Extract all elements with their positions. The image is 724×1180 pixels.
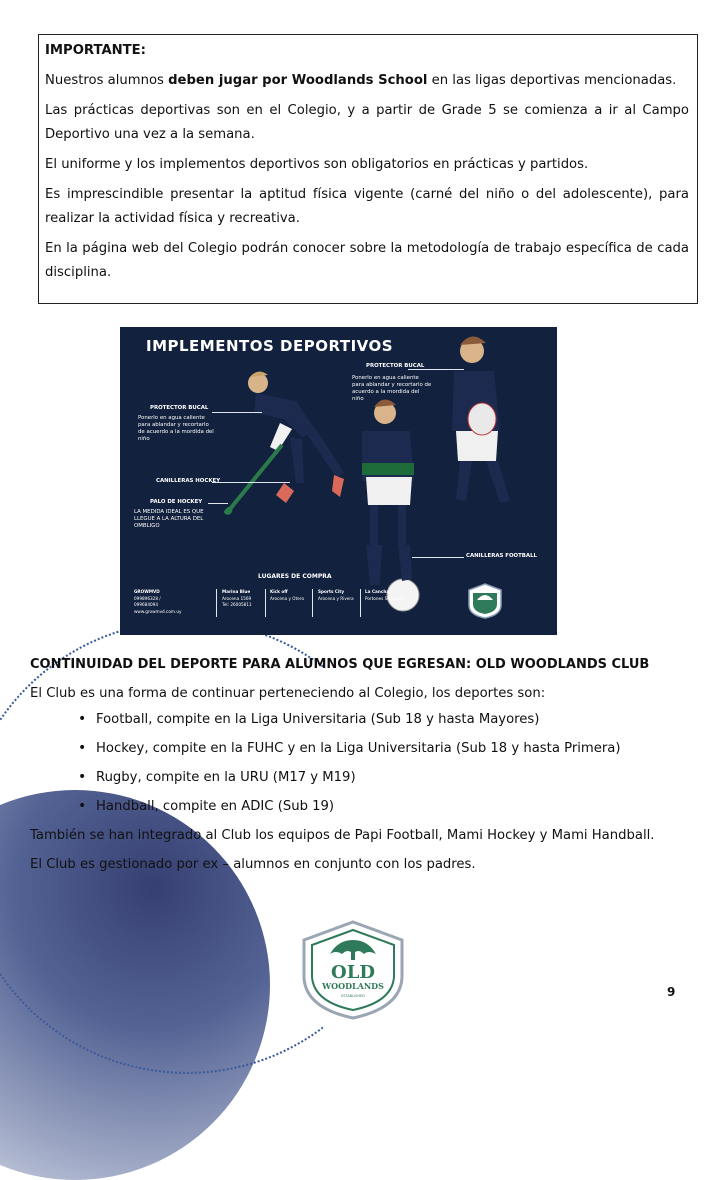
- store-name: La Cancha: [365, 589, 390, 594]
- club-intro: El Club es una forma de continuar perteneciendo al Colegio, los deportes son:: [30, 686, 546, 701]
- line-protector-left: [212, 412, 262, 413]
- label-canilleras-hockey: CANILLERAS HOCKEY: [156, 478, 221, 484]
- list-item: • Football, compite en la Liga Universitaria (Sub 18 y hasta Mayores): [78, 712, 621, 741]
- store-3: [318, 589, 362, 602]
- line-canilleras-hockey: [212, 482, 290, 483]
- club-note-1: También se han integrado al Club los equipos de Papi Football, Mami Hockey y Mami Handball.: [30, 828, 655, 843]
- hockey-player-figure: [224, 371, 344, 515]
- label-palo-head: PALO DE HOCKEY: [150, 499, 203, 505]
- club-section-title: CONTINUIDAD DEL DEPORTE PARA ALUMNOS QUE EGRESAN: OLD WOODLANDS CLUB: [30, 657, 650, 672]
- old-woodlands-logo: [300, 920, 406, 1020]
- store-2: [270, 589, 310, 602]
- rugby-player-figure: [452, 336, 510, 503]
- list-item: • Handball, compite en ADIC (Sub 19): [78, 799, 621, 828]
- label-palo-text: LA MEDIDA IDEAL ES QUE LLEGUE A LA ALTURA DEL OMBLIGO: [134, 509, 204, 529]
- store-1: [222, 589, 262, 609]
- store-separator: [265, 589, 266, 617]
- line-palo: [208, 503, 228, 504]
- label-canilleras-football: CANILLERAS FOOTBALL: [466, 553, 537, 559]
- stores-title: LUGARES DE COMPRA: [258, 573, 332, 580]
- info-paragraph-2: Las prácticas deportivas son en el Colegio, y a partir de Grade 5 se comienza a ir al Campo Deportivo una vez a la semana.: [45, 103, 689, 142]
- store-name: Kick off: [270, 589, 288, 594]
- school-badge-icon: [468, 583, 502, 619]
- football-player-figure: [362, 399, 419, 611]
- store-line1: Portones Shopping: [365, 595, 405, 601]
- line-canilleras-football: [412, 557, 464, 558]
- store-line1: Arocena 1569: [222, 595, 252, 601]
- club-note-2: El Club es gestionado por ex – alumnos en conjunto con los padres.: [30, 857, 476, 872]
- info-paragraph-3: El uniforme y los implementos deportivos son obligatorios en prácticas y partidos.: [45, 157, 589, 172]
- poster-title: IMPLEMENTOS DEPORTIVOS: [146, 337, 394, 355]
- info-box-title: IMPORTANTE:: [45, 43, 146, 58]
- label-protector-right-text: Ponerlo en agua caliente para ablandar y recortarlo de acuerdo a la mordida del niño: [352, 375, 432, 402]
- store-line1: Arocena y Rivera: [318, 595, 354, 601]
- label-protector-left-text: Ponerlo en agua caliente para ablandar y recortarlo de acuerdo a la mordida del niño: [138, 415, 214, 442]
- info-p1-bold: deben jugar por Woodlands School: [168, 73, 428, 88]
- store-line2: www.growmvd.com.uy: [134, 608, 182, 614]
- store-separator: [216, 589, 217, 617]
- store-separator: [312, 589, 313, 617]
- info-p1-post: en las ligas deportivas mencionadas.: [427, 73, 677, 88]
- logo-established-text: ESTABLISHED: [341, 994, 365, 998]
- label-protector-left-head: PROTECTOR BUCAL: [150, 405, 209, 411]
- label-protector-right-head: PROTECTOR BUCAL: [366, 363, 425, 369]
- store-line1: Arocena y Otero: [270, 595, 305, 601]
- info-paragraph-4: Es imprescindible presentar la aptitud física vigente (carné del niño o del adolescente), para realizar la actividad física y recreativa.: [45, 187, 689, 226]
- info-p1-pre: Nuestros alumnos: [45, 73, 169, 88]
- store-0: [134, 589, 186, 615]
- store-separator: [360, 589, 361, 617]
- store-name: GROWMVD: [134, 589, 160, 594]
- store-4: [365, 589, 415, 602]
- page-number: 9: [667, 985, 676, 999]
- list-item: • Hockey, compite en la FUHC y en la Liga Universitaria (Sub 18 y hasta Primera): [78, 741, 621, 770]
- equipment-poster: [120, 327, 557, 635]
- store-name: Sports City: [318, 589, 345, 594]
- info-paragraph-1: [45, 69, 689, 93]
- logo-woodlands-text: WOODLANDS: [322, 981, 384, 991]
- store-name: Marina Blue: [222, 589, 251, 594]
- sports-list: [78, 712, 621, 828]
- list-item: • Rugby, compite en la URU (M17 y M19): [78, 770, 621, 799]
- logo-old-text: OLD: [331, 962, 375, 983]
- store-line1: 099896328 / 099684094: [134, 595, 161, 607]
- important-info-box: [38, 34, 698, 304]
- info-paragraph-5: En la página web del Colegio podrán conocer sobre la metodología de trabajo específica de cada disciplina.: [45, 241, 689, 280]
- store-line2: Tel: 26005811: [222, 602, 252, 607]
